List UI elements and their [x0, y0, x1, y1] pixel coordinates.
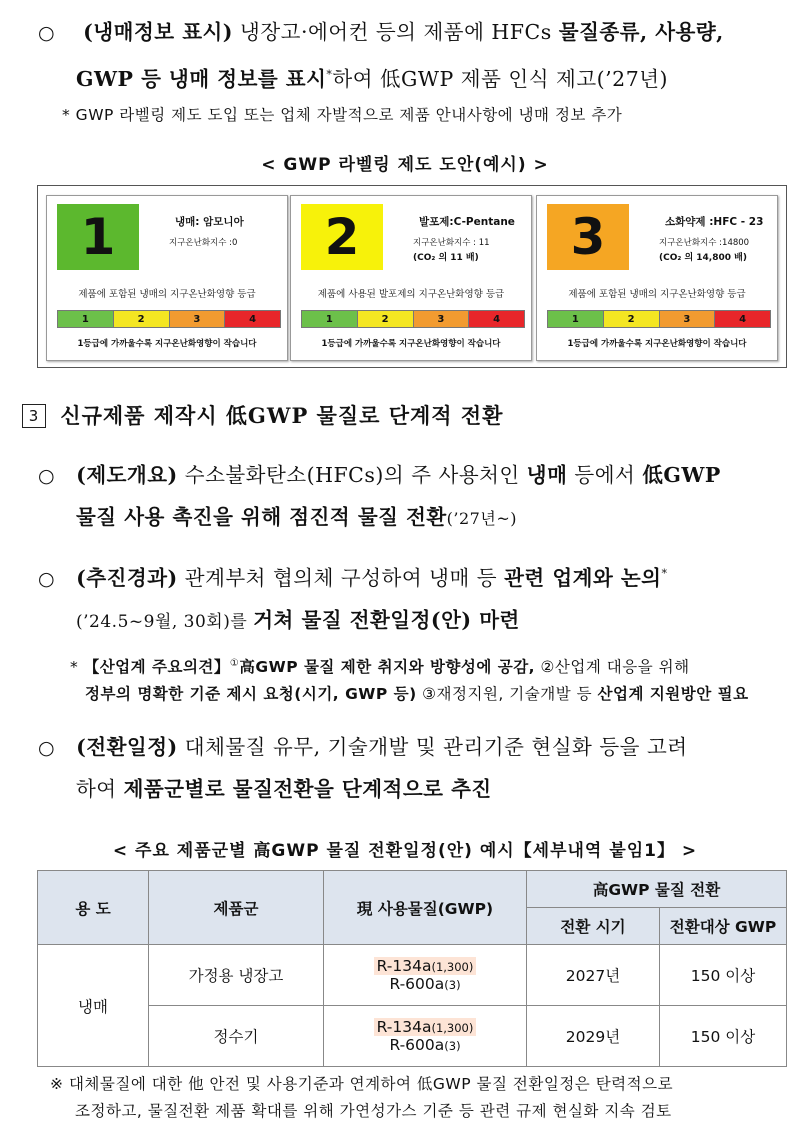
industry-opinion-note: * 【산업계 주요의견】①高GWP 물질 제한 취지와 방향성에 공감, ②산업계 대응을 위해 정부의 명확한 기준 제시 요청(시기, GWP 등) ③재정지원, 기술개발 등 산업계 지원방안 필요 [70, 658, 749, 704]
transition-schedule-table [37, 870, 787, 1067]
cell-time: 2029년 [527, 1006, 660, 1067]
gwp-value: 지구온난화지수 : 11 [413, 238, 490, 248]
labeling-note: * GWP 라벨링 제도 도입 또는 업체 자발적으로 제품 안내사항에 냉매 정보 추가 [62, 106, 623, 124]
cell-group: 가정용 냉장고 [149, 945, 324, 1006]
cell-use: 냉매 [38, 945, 149, 1067]
grade-step: 2 [114, 311, 170, 327]
grade-scale [57, 310, 281, 328]
cell-current: R-134a(1,300) R-600a(3) [324, 1006, 527, 1067]
grade-scale [547, 310, 771, 328]
section-3-heading [22, 400, 503, 430]
header-time: 전환 시기 [527, 908, 660, 945]
gwp-value: 지구온난화지수 :0 [169, 238, 238, 248]
table-caption: < 주요 제품군별 高GWP 물질 전환일정(안) 예시【세부내역 붙임1】 > [112, 841, 698, 861]
label-description: 제품에 포함된 냉매의 지구온난화영향 등급 [78, 289, 256, 300]
substance-name: 발포제:C-Pentane [419, 216, 515, 228]
label-description: 제품에 포함된 냉매의 지구온난화영향 등급 [568, 289, 746, 300]
grade-step: 3 [170, 311, 226, 327]
header-group: 제품군 [149, 871, 324, 945]
header-use: 용 도 [38, 871, 149, 945]
table-row [38, 1006, 787, 1067]
gwp-label-card [290, 195, 532, 361]
grade-box: 1 [57, 204, 139, 270]
grade-step: 4 [225, 311, 280, 327]
labels-caption: < GWP 라벨링 제도 도안(예시) > [261, 155, 549, 175]
grade-box: 3 [547, 204, 629, 270]
cell-target: 150 이상 [660, 1006, 787, 1067]
header-current: 現 사용물질(GWP) [324, 871, 527, 945]
co2-multiple: (CO₂ 의 14,800 배) [659, 253, 747, 263]
gwp-label-examples [37, 185, 787, 368]
cell-current: R-134a(1,300) R-600a(3) [324, 945, 527, 1006]
overview-paragraph: ○ (제도개요) 수소불화탄소(HFCs)의 주 사용처인 냉매 등에서 低GWP 물질 사용 촉진을 위해 점진적 물질 전환(’27년~) [38, 463, 721, 529]
label-footer: 1등급에 가까울수록 지구온난화영향이 작습니다 [77, 339, 257, 349]
grade-box: 2 [301, 204, 383, 270]
grade-step: 4 [715, 311, 770, 327]
section-title: 신규제품 제작시 低GWP 물질로 단계적 전환 [60, 403, 504, 428]
grade-step: 3 [414, 311, 470, 327]
section-number: 3 [22, 404, 46, 428]
grade-step: 4 [469, 311, 524, 327]
gwp-label-card [46, 195, 288, 361]
footnote: ※ 대체물질에 대한 他 안전 및 사용기준과 연계하여 低GWP 물질 전환일정은 탄력적으로 조정하고, 물질전환 제품 확대를 위해 가연성가스 기준 등 관련 규제 현실화 지속 검토 [50, 1075, 674, 1120]
label-footer: 1등급에 가까울수록 지구온난화영향이 작습니다 [567, 339, 747, 349]
gwp-label-card [536, 195, 778, 361]
cell-group: 정수기 [149, 1006, 324, 1067]
header-transition: 高GWP 물질 전환 [527, 871, 787, 908]
grade-scale [301, 310, 525, 328]
bullet: ○ [38, 22, 56, 44]
progress-paragraph: ○ (추진경과) 관계부처 협의체 구성하여 냉매 등 관련 업계와 논의* (’24.5~9월, 30회)를 거쳐 물질 전환일정(안) 마련 [38, 565, 668, 632]
cell-time: 2027년 [527, 945, 660, 1006]
schedule-paragraph: ○ (전환일정) 대체물질 유무, 기술개발 및 관리기준 현실화 등을 고려 하여 제품군별로 물질전환을 단계적으로 추진 [38, 735, 688, 801]
table-row [38, 945, 787, 1006]
grade-step: 1 [58, 311, 114, 327]
grade-step: 2 [604, 311, 660, 327]
grade-step: 3 [660, 311, 716, 327]
grade-step: 1 [302, 311, 358, 327]
label-description: 제품에 사용된 발포제의 지구온난화영향 등급 [317, 289, 505, 300]
labeling-paragraph: ○ (냉매정보 표시) 냉장고·에어컨 등의 제품에 HFCs 물질종류, 사용량, GWP 등 냉매 정보를 표시*하여 低GWP 제품 인식 제고(’27년) [38, 20, 724, 91]
grade-step: 1 [548, 311, 604, 327]
cell-target: 150 이상 [660, 945, 787, 1006]
substance-name: 냉매: 암모니아 [175, 216, 244, 228]
header-target: 전환대상 GWP [660, 908, 787, 945]
gwp-value: 지구온난화지수 :14800 [659, 238, 750, 248]
co2-multiple: (CO₂ 의 11 배) [413, 253, 479, 263]
label-footer: 1등급에 가까울수록 지구온난화영향이 작습니다 [321, 339, 501, 349]
grade-step: 2 [358, 311, 414, 327]
substance-name: 소화약제 :HFC - 23 [665, 216, 764, 228]
